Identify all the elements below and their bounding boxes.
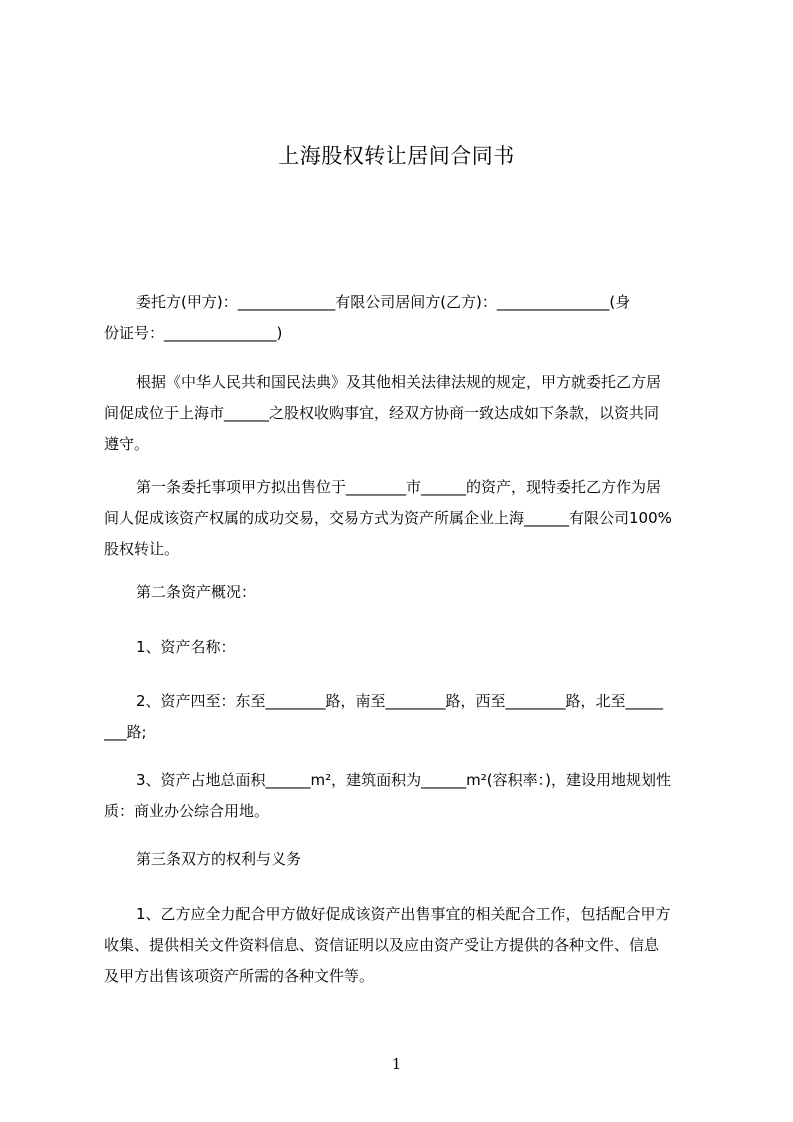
- paragraph-line: 委托方(甲方)：_____________有限公司居间方(乙方)：_______________(身: [136, 293, 631, 311]
- obligation-one-item: [104, 899, 700, 992]
- paragraph-line: 份证号：_______________): [104, 324, 283, 342]
- article-three-heading: [104, 844, 700, 875]
- document-title: 上海股权转让居间合同书: [278, 144, 515, 168]
- paragraph-line: 间人促成该资产权属的成功交易，交易方式为资产所属企业上海______有限公司100%: [104, 509, 672, 527]
- paragraph-line: 1、资产名称：: [136, 638, 236, 656]
- paragraph-line: 股权转让。: [104, 540, 180, 558]
- asset-area-item: [104, 765, 700, 827]
- paragraph-line: 质：商业办公综合用地。: [104, 802, 270, 820]
- paragraph-line: 第一条委托事项甲方拟出售位于________市______的资产，现特委托乙方作为居: [136, 478, 662, 496]
- paragraph-line: 及甲方出售该项资产所需的各种文件等。: [104, 967, 375, 985]
- paragraph-line: 3、资产占地总面积______m²，建筑面积为______m²(容积率：)，建设用地规划性: [136, 771, 672, 789]
- article-two-heading: [104, 577, 700, 608]
- paragraph-line: 第二条资产概况：: [136, 583, 257, 601]
- paragraph-line: 间促成位于上海市______之股权收购事宜，经双方协商一致达成如下条款，以资共同: [104, 404, 660, 422]
- paragraph-line: 第三条双方的权利与义务: [136, 850, 302, 868]
- article-one-paragraph: [104, 472, 700, 565]
- page-number: 1: [391, 1055, 402, 1073]
- paragraph-line: 收集、提供相关文件资料信息、资信证明以及应由资产受让方提供的各种文件、信息: [104, 936, 660, 954]
- party-info-paragraph: [104, 287, 700, 349]
- asset-name-item: [104, 632, 700, 663]
- paragraph-line: 遵守。: [104, 435, 150, 453]
- paragraph-line: 1、乙方应全力配合甲方做好促成该资产出售事宜的相关配合工作，包括配合甲方: [136, 905, 671, 923]
- preamble-paragraph: [104, 367, 700, 460]
- paragraph-line: ___路;: [104, 723, 147, 741]
- paragraph-line: 2、资产四至：东至________路，南至________路，西至________路，北至_____: [136, 692, 664, 710]
- paragraph-line: 根据《中华人民共和国民法典》及其他相关法律法规的规定，甲方就委托乙方居: [136, 373, 662, 391]
- asset-boundaries-item: [104, 686, 700, 748]
